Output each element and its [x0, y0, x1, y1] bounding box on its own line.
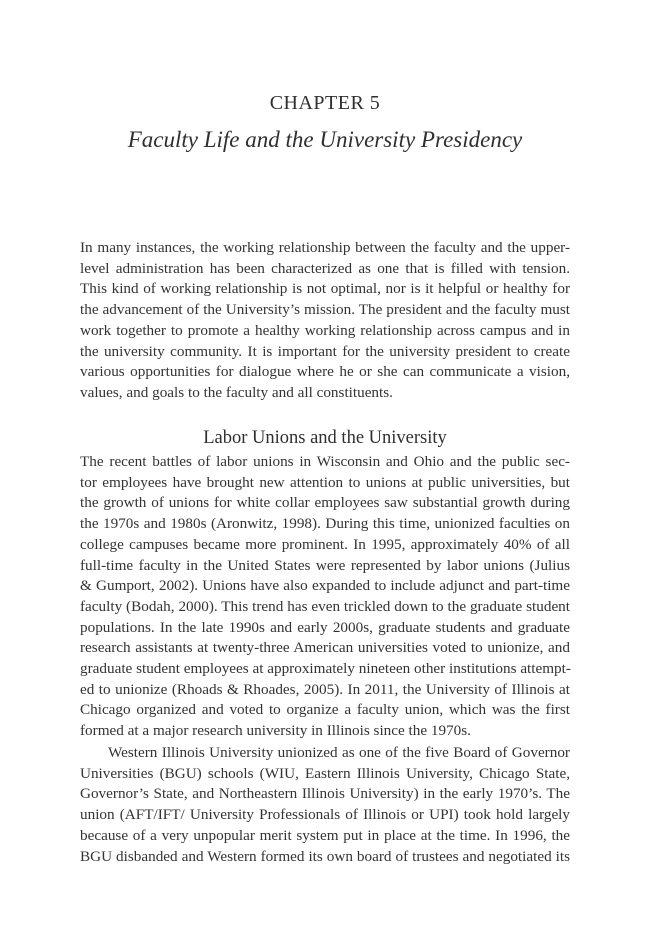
text-line: union (AFT/IFT/ University Professionals of Illinois or UPI) took hold largely: [80, 806, 570, 824]
text-line: the advancement of the University’s mission. The president and the faculty must: [80, 301, 570, 319]
text-line: Universities (BGU) schools (WIU, Eastern Illinois University, Chicago State,: [80, 764, 570, 782]
text-line: graduate student employees at approximately nineteen other institutions attempt-: [80, 660, 571, 678]
text-line: full-time faculty in the United States were represented by labor unions (Julius: [80, 556, 570, 574]
text-line: college campuses became more prominent. In 1995, approximately 40% of all: [80, 535, 570, 553]
text-line: the university community. It is important for the university president to create: [80, 342, 570, 360]
body-paragraph-2: [80, 743, 570, 867]
chapter-label: CHAPTER 5: [269, 92, 381, 114]
text-line: tor employees have brought new attention to unions at public universities, but: [80, 473, 570, 491]
text-line: formed at a major research university in Illinois since the 1970s.: [80, 722, 471, 740]
text-line: In many instances, the working relationship between the faculty and the upper-: [80, 239, 570, 256]
text-line: The recent battles of labor unions in Wisconsin and Ohio and the public sec-: [80, 453, 570, 470]
text-line: level administration has been characterized as one that is filled with tension.: [80, 259, 570, 277]
text-line: research assistants at twenty-three American universities voted to unionize, and: [80, 639, 570, 657]
text-line: various opportunities for dialogue where he or she can communicate a vision,: [80, 363, 570, 381]
text-line: the 1970s and 1980s (Aronwitz, 1998). During this time, unionized faculties on: [80, 515, 570, 533]
body-paragraph-1: [80, 452, 570, 742]
text-line: BGU disbanded and Western formed its own board of trustees and negotiated its: [80, 847, 570, 865]
text-line: ed to unionize (Rhoads & Rhoades, 2005). In 2011, the University of Illinois at: [80, 680, 570, 698]
section-heading: Labor Unions and the University: [203, 428, 447, 448]
text-line: faculty (Bodah, 2000). This trend has even trickled down to the graduate student: [80, 597, 570, 615]
text-line: values, and goals to the faculty and all constituents.: [80, 383, 393, 401]
intro-paragraph: [80, 238, 570, 404]
text-line: work together to promote a healthy working relationship across campus and in: [80, 321, 570, 339]
text-line: Governor’s State, and Northeastern Illinois University) in the early 1970’s. The: [80, 785, 570, 803]
chapter-title: Faculty Life and the University Presidency: [127, 127, 523, 152]
text-line: Western Illinois University unionized as one of the five Board of Governor: [108, 744, 570, 761]
text-line: populations. In the late 1990s and early 2000s, graduate students and graduate: [80, 618, 570, 636]
text-line: Chicago organized and voted to organize a faculty union, which was the first: [80, 701, 570, 719]
text-line: This kind of working relationship is not optimal, nor is it helpful or healthy for: [80, 280, 570, 298]
text-line: because of a very unpopular merit system put in place at the time. In 1996, the: [80, 826, 570, 844]
text-line: & Gumport, 2002). Unions have also expanded to include adjunct and part-time: [80, 577, 570, 595]
text-line: the growth of unions for white collar employees saw substantial growth during: [80, 494, 570, 512]
